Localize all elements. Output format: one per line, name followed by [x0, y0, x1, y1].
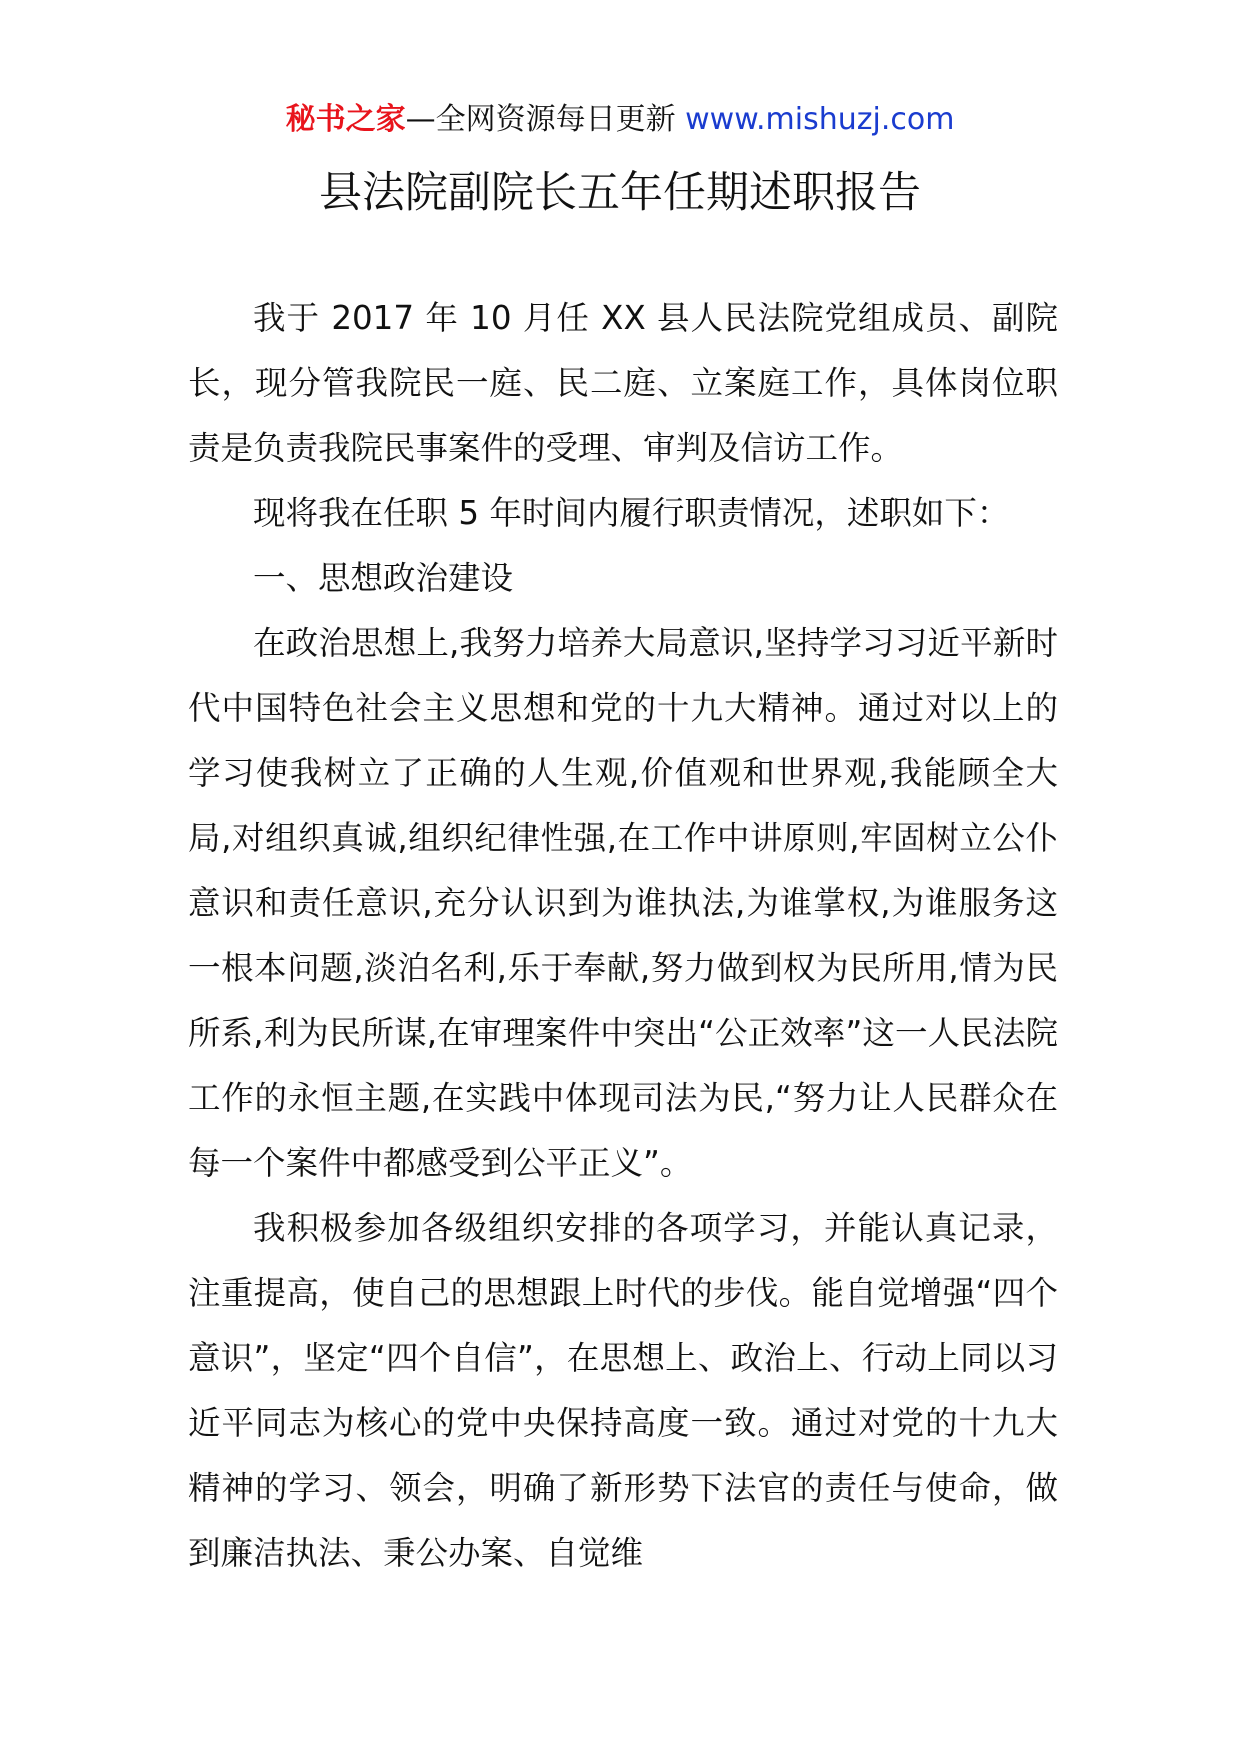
paragraph-political-thought: 在政治思想上,我努力培养大局意识,坚持学习习近平新时代中国特色社会主义思想和党的十九大精神。通过对以上的学习使我树立了正确的人生观,价值观和世界观,我能顾全大局,对组织真诚,组织纪律性强,在工作中讲原则,牢固树立公仆意识和责任意识,充分认识到为谁执法,为谁掌权,为谁服务这一根本问题,淡泊名利,乐于奉献,努力做到权为民所用,情为民所系,利为民所谋,在审理案件中突出“公正效率”这一人民法院工作的永恒主题,在实践中体现司法为民,“努力让人民群众在每一个案件中都感受到公平正义”。 [188, 624, 1058, 1182]
document-title: 县法院副院长五年任期述职报告 [319, 168, 921, 218]
site-brand: 秘书之家 [285, 102, 406, 137]
document-body [188, 286, 1058, 1586]
site-tagline: —全网资源每日更新 [405, 102, 686, 137]
site-header [0, 100, 1240, 140]
paragraph-study: 我积极参加各级组织安排的各项学习，并能认真记录，注重提高，使自己的思想跟上时代的步伐。能自觉增强“四个意识”，坚定“四个自信”，在思想上、政治上、行动上同以习近平同志为核心的党中央保持高度一致。通过对党的十九大精神的学习、领会，明确了新形势下法官的责任与使命，做到廉洁执法、秉公办案、自觉维 [188, 1209, 1058, 1572]
paragraph-intro: 现将我在任职 5 年时间内履行职责情况，述职如下： [253, 494, 1010, 532]
section-heading-1: 一、思想政治建设 [253, 559, 514, 597]
paragraph-appointment: 我于 2017 年 10 月任 XX 县人民法院党组成员、副院长，现分管我院民一庭、民二庭、立案庭工作，具体岗位职责是负责我院民事案件的受理、审判及信访工作。 [188, 299, 1058, 467]
site-url-link[interactable]: www.mishuzj.com [685, 102, 955, 137]
